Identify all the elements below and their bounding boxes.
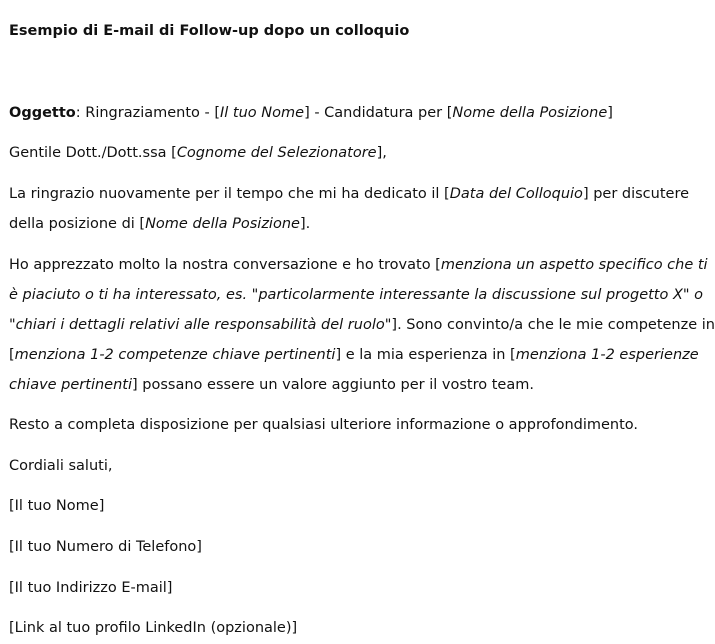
subject-placeholder-position: Nome della Posizione: [452, 105, 608, 121]
signature-email: [Il tuo Indirizzo E-mail]: [9, 580, 173, 596]
signature-phone: [Il tuo Numero di Telefono]: [9, 539, 202, 555]
paragraph-text: [: [9, 347, 15, 363]
signature-name: [Il tuo Nome]: [9, 498, 105, 514]
paragraph-2-line-4: [9, 345, 699, 365]
subject-text: ] - Candidatura per [: [304, 105, 453, 121]
document-title: Esempio di E-mail di Follow-up dopo un colloquio: [9, 23, 410, 39]
placeholder-key-experience: menziona 1-2 esperienze: [515, 347, 699, 363]
placeholder-key-skills: menziona 1-2 competenze chiave pertinenti: [14, 347, 336, 363]
greeting-text: Gentile Dott./Dott.ssa [: [9, 145, 177, 161]
subject-text: ]: [607, 105, 613, 121]
paragraph-2-line-5: [9, 375, 534, 395]
paragraph-1-line-2: [9, 214, 310, 234]
signature-linkedin: [Link al tuo profilo LinkedIn (opzionale)]: [9, 620, 298, 636]
paragraph-text: ] e la mia esperienza in [: [335, 347, 516, 363]
paragraph-3: Resto a completa disposizione per qualsiasi ulteriore informazione o approfondimento.: [9, 417, 639, 433]
placeholder-specific-aspect: è piaciuto o ti ha interessato, es. "particolarmente interessante la discussione sul progetto X" o: [9, 287, 704, 303]
paragraph-2-line-2: [9, 285, 703, 305]
paragraph-text: Ho apprezzato molto la nostra conversazione e ho trovato [: [9, 257, 441, 273]
paragraph-text: della posizione di [: [9, 216, 146, 232]
greeting-placeholder-surname: Cognome del Selezionatore: [176, 145, 377, 161]
paragraph-text: ] possano essere un valore aggiunto per il vostro team.: [132, 377, 534, 393]
placeholder-specific-aspect: menziona un aspetto specifico che ti: [440, 257, 708, 273]
subject-text: : Ringraziamento - [: [75, 105, 221, 121]
closing: Cordiali saluti,: [9, 458, 113, 474]
subject-placeholder-name: Il tuo Nome: [220, 105, 305, 121]
placeholder-specific-aspect: "chiari i dettagli relativi alle responsabilità del ruolo": [9, 317, 392, 333]
placeholder-interview-date: Data del Colloquio: [449, 186, 583, 202]
paragraph-text: ]. Sono convinto/a che le mie competenze in: [391, 317, 715, 333]
paragraph-2-line-1: [9, 255, 708, 275]
paragraph-text: ] per discutere: [582, 186, 690, 202]
paragraph-1-line-1: [9, 184, 689, 204]
paragraph-2-line-3: [9, 315, 715, 335]
placeholder-position-name: Nome della Posizione: [145, 216, 300, 232]
subject-line: [9, 103, 613, 123]
paragraph-text: La ringrazio nuovamente per il tempo che mi ha dedicato il [: [9, 186, 450, 202]
greeting-text: ],: [376, 145, 387, 161]
placeholder-key-experience: chiave pertinenti: [9, 377, 133, 393]
paragraph-text: ].: [299, 216, 311, 232]
greeting-line: [9, 143, 387, 163]
subject-label: Oggetto: [9, 105, 76, 121]
